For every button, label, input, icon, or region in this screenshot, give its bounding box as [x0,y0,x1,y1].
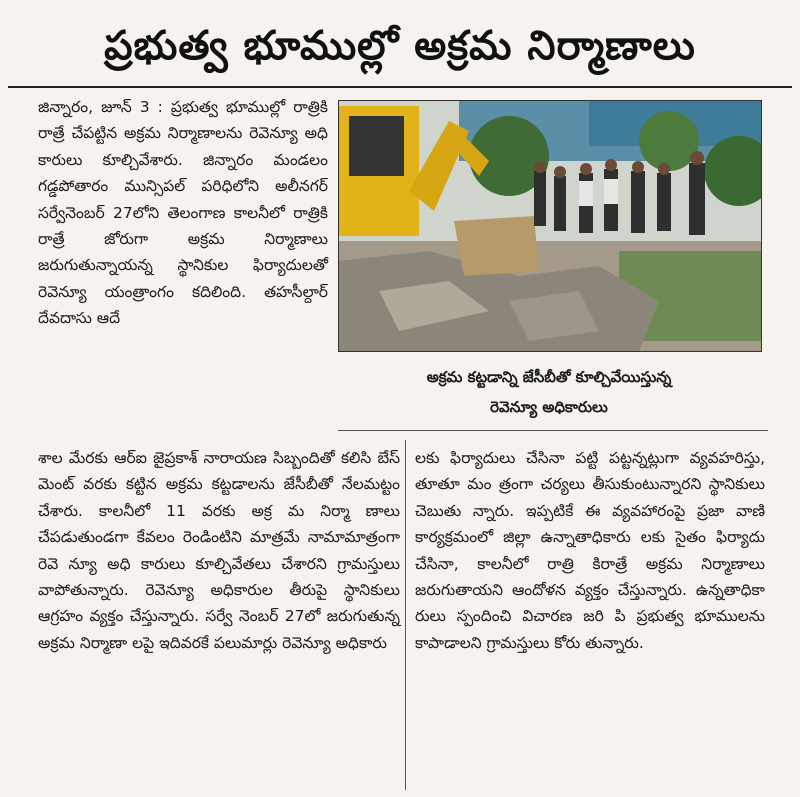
jcb-demolition-photo [339,101,761,351]
headline-rule [8,86,792,88]
column-divider [405,440,406,790]
article-right-column: లకు ఫిర్యాదులు చేసినా పట్టి పట్టన్నట్లుగా వ్యవహరిస్తు, తూతూ మం త్రంగా చర్యలు తీసుకుంటున్నారని స్థానికులు చెబుతు న్నారు. ఇప్పటికే ఈ వ్యవహారంపై ప్రజా వాణి కార్యక్రమంలో జిల్లా ఉన్నాతాధికారు లకు సైతం ఫిర్యాదు చేసినా, కాలనీలో రాత్రి కిరాత్రే అక్రమ నిర్మాణాలు జరుగుతాయని ఆందోళన వ్యక్తం చేస్తున్నారు. ఉన్నతాధికా రులు స్పందించి విచారణ జరి పి ప్రభుత్వ భూములను కాపాడాలని గ్రామస్తులు కోరు తున్నారు. [415,449,765,652]
article-left-column-bottom: శాల మేరకు ఆర్ఐ జైప్రకాశ్ నారాయణ సిబ్బందితో కలిసి బేస్ మెంట్ వరకు కట్టిన అక్రమ కట్టడాలను జేసీబీతో నేలమట్టం చేశారు. కాలనీలో 11 వరకు అక్ర మ నిర్మా ణాలు చేపడుతుండగా కేవలం రెండింటిని మాత్రమే నామామాత్రంగా రెవె న్యూ అధి కారులు కూల్చివేతలు చేశారని గ్రామస్తులు వాపోతున్నారు. రెవెన్యూ అధికారుల తీరుపై స్థానికులు ఆగ్రహం వ్యక్తం చేస్తున్నారు. సర్వే నెంబర్ 27లో జరుగుతున్న అక్రమ నిర్మాణా లపై ఇదివరకే పలుమార్లు రెవెన్యూ అధికారు [38,449,400,652]
photo-caption [338,362,760,422]
article-left-column-top: జిన్నారం, జూన్ 3 : ప్రభుత్వ భూముల్లో రాత్రికి రాత్రే చేపట్టిన అక్రమ నిర్మాణాలను రెవెన్యూ అధి కారులు కూల్చివేశారు. జిన్నారం మండలం గడ్డపోతారం మున్సిపల్ పరిధిలోని అలీనగర్ సర్వేనెంబర్ 27లోని తెలంగాణ కాలనీలో రాత్రికి రాత్రే జోరుగా అక్రమ నిర్మాణాలు జరుగుతున్నాయన్న స్థానికుల ఫిర్యాదులతో రెవెన్యూ యంత్రాంగం కదిలింది. తహసీల్దార్ దేవదాసు ఆదే [38,98,328,328]
photo-caption-line1: అక్రమ కట్టడాన్ని జేసీబీతో కూల్చివేయిస్తున్న [426,368,672,386]
photo-caption-line2: రెవెన్యూ అధికారులు [490,398,608,416]
caption-divider [338,430,768,431]
news-photo [338,100,762,352]
headline: ప్రభుత్వ భూముల్లో అక్రమ నిర్మాణాలు [104,23,696,69]
